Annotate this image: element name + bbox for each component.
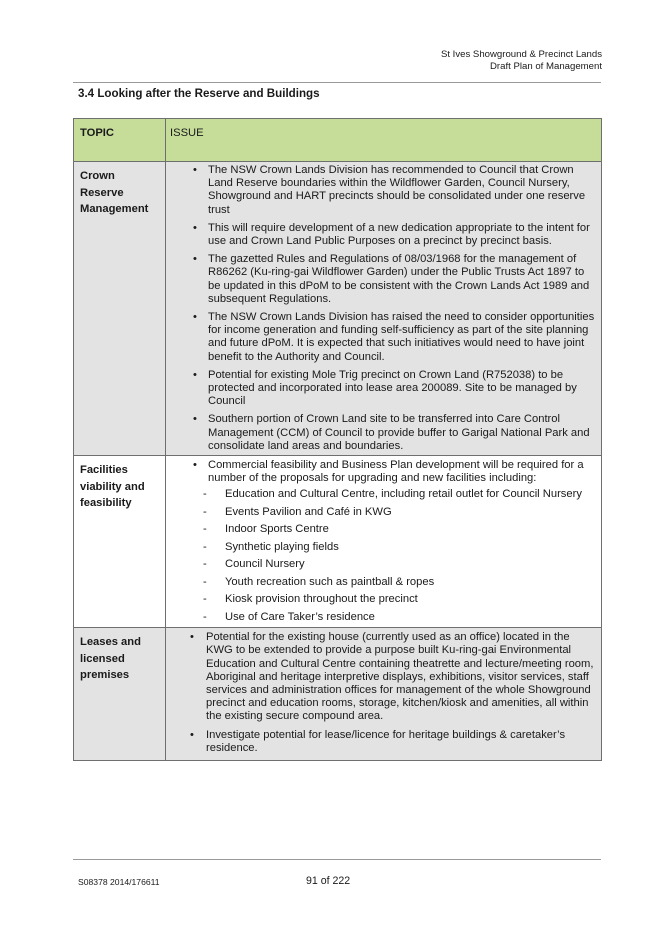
bullet-item: • Potential for existing Mole Trig precinct on Crown Land (R752038) to be protected and incorporated into lease area 200089. Site to be managed by Council [166, 369, 595, 409]
issue-cell [166, 628, 602, 761]
dash-list [208, 488, 595, 624]
running-header [441, 49, 602, 73]
bullet-item: • The gazetted Rules and Regulations of 08/03/1968 for the management of R86262 (Ku-ring-gai Wildflower Garden) under the Public Trusts Act 1897 to be updated in this dPoM to be consistent with the Crown Lands Act 1989 and subsequent Regulations. [166, 253, 595, 306]
bullet-item: • This will require development of a new dedication appropriate to the intent for use and Crown Land Public Purposes on a precinct by precinct basis. [166, 222, 595, 248]
table-row [74, 628, 602, 761]
issue-cell [166, 162, 602, 456]
dash-item: - Education and Cultural Centre, including retail outlet for Council Nursery [208, 488, 595, 501]
issue-cell [166, 456, 602, 628]
dash-item: - Use of Care Taker’s residence [208, 611, 595, 624]
dash-item: - Synthetic playing fields [208, 541, 595, 554]
header-line-2: Draft Plan of Management [490, 61, 602, 72]
document-reference: S08378 2014/176611 [78, 877, 160, 887]
dash-item: - Indoor Sports Centre [208, 523, 595, 536]
bullet-item: • Southern portion of Crown Land site to be transferred into Care Control Management (CCM) of Council to provide buffer to Garigal National Park and consolidate land areas and boundaries. [166, 413, 595, 453]
column-header-topic: TOPIC [74, 119, 166, 162]
table-header-row [74, 119, 602, 162]
topic-cell: Facilities viability and feasibility [74, 456, 166, 628]
footer-rule [73, 859, 601, 860]
dash-item: - Youth recreation such as paintball & ropes [208, 576, 595, 589]
section-title: 3.4 Looking after the Reserve and Buildings [78, 87, 320, 100]
dash-item: - Kiosk provision throughout the precinct [208, 593, 595, 606]
bullet-item: • Potential for the existing house (currently used as an office) located in the KWG to be extended to provide a purpose built Ku-ring-gai Environmental Education and Cultural Centre containing theatrette and lecture/meeting room, Aboriginal and heritage interpretive displays, exhibitions, visitor services, staff services and administration offices for management of the whole Showground precinct and education rooms, storage, kitchen/kiosk and amenities, all within the existing secure compound area. [166, 631, 595, 723]
column-header-issue: ISSUE [166, 119, 602, 162]
table-row [74, 456, 602, 628]
bullet-item: • Commercial feasibility and Business Plan development will be required for a number of the proposals for upgrading and new facilities including: - Education and Cultural Centre, including retail outlet for Council Nursery - Events Pavilion and Café in KWG - Indoor Sports Centre - Synthetic playing fields - Council Nursery - Youth recreation such as paintball & ropes - Kiosk provision throughout the precinct - Use of Care Taker’s residence [166, 459, 595, 624]
issues-table [73, 118, 602, 761]
bullet-item: • The NSW Crown Lands Division has recommended to Council that Crown Land Reserve boundaries within the Wildflower Garden, Council Nursery, Showground and HART precincts should be consolidated under one reserve trust [166, 164, 595, 217]
header-line-1: St Ives Showground & Precinct Lands [440, 49, 602, 60]
table-row [74, 162, 602, 456]
header-rule [73, 82, 601, 83]
page-number: 91 of 222 [306, 875, 351, 887]
topic-cell: Crown Reserve Management [74, 162, 166, 456]
bullet-item: • The NSW Crown Lands Division has raised the need to consider opportunities for income generation and funding self-sufficiency as part of the site planning and future dPoM. It is expected that such initiatives would need to have joint benefit to the Authority and Council. [166, 311, 595, 364]
dash-item: - Council Nursery [208, 558, 595, 571]
bullet-item: • Investigate potential for lease/licence for heritage buildings & caretaker’s residence. [166, 729, 595, 755]
dash-item: - Events Pavilion and Café in KWG [208, 506, 595, 519]
topic-cell: Leases and licensed premises [74, 628, 166, 761]
